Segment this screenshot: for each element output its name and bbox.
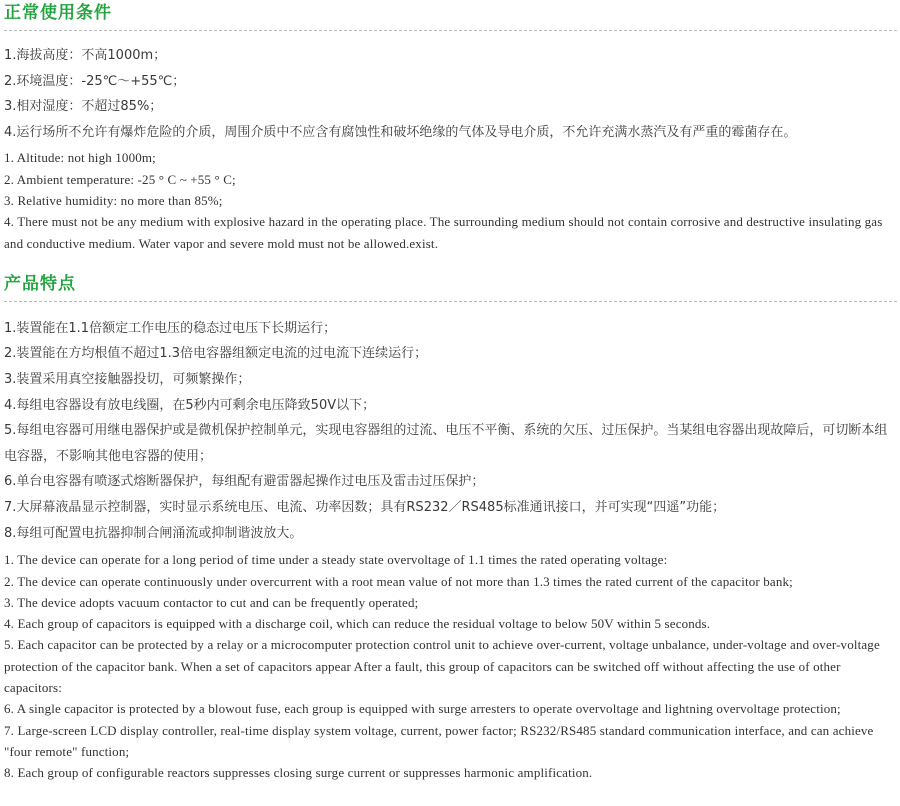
list-item: 7. Large-screen LCD display controller, real-time display system voltage, current, power factor; RS232/RS485 standard communication interface, and can achieve "four remote" function; (4, 722, 874, 759)
conditions-en-list (4, 147, 897, 253)
list-item: 2. The device can operate continuously under overcurrent with a root mean value of not more than 1.3 times the rated current of the capacitor bank; (4, 573, 793, 589)
list-item: 3. The device adopts vacuum contactor to cut and can be frequently operated; (4, 594, 419, 610)
list-item: 8. Each group of configurable reactors suppresses closing surge current or suppresses harmonic amplification. (4, 765, 593, 781)
list-item: 1. The device can operate for a long period of time under a steady state overvoltage of 1.1 times the rated operating voltage: (4, 552, 668, 568)
conditions-title: 正常使用条件 (4, 3, 112, 23)
list-item: 4.每组电容器设有放电线圈，在5秒内可剩余电压降致50V以下； (4, 397, 376, 413)
list-item: 1.海拔高度：不高1000m； (4, 48, 167, 63)
list-item: 4. Each group of capacitors is equipped with a discharge coil, which can reduce the residual voltage to below 50V within 5 seconds. (4, 616, 711, 632)
list-item: 7.大屏幕液晶显示控制器，实时显示系统电压、电流、功率因数；具有RS232／RS485标准通讯接口，并可实现“四遥”功能； (4, 500, 726, 516)
features-title: 产品特点 (4, 273, 76, 294)
features-divider (4, 301, 897, 302)
list-item: 5.每组电容器可用继电器保护或是微机保护控制单元，实现电容器组的过流、电压不平衡、系统的欠压、过压保护。当某组电容器出现故障后，可切断本组电容器，不影响其他电容器的使用； (4, 423, 888, 464)
conditions-cn-list (4, 43, 897, 145)
list-item: 4.运行场所不允许有爆炸危险的介质，周围介质中不应含有腐蚀性和破坏绝缘的气体及导电介质，不允许充满水蒸汽及有严重的霉菌存在。 (4, 124, 797, 140)
features-cn-list (4, 316, 897, 546)
list-item: 6. A single capacitor is protected by a blowout fuse, each group is equipped with surge arresters to operate overvoltage and lightning overvoltage protection; (4, 701, 841, 717)
conditions-divider (4, 30, 897, 31)
list-item: 4. There must not be any medium with explosive hazard in the operating place. The surrounding medium should not contain corrosive and destructive insulating gas and conductive medium. Water vapor and severe mold must not be allowed.exist. (4, 214, 883, 251)
list-item: 2. Ambient temperature: -25 ° C ~ +55 ° C; (4, 171, 236, 187)
list-item: 2.装置能在方均根值不超过1.3倍电容器组额定电流的过电流下连续运行； (4, 346, 428, 362)
list-item: 6.单台电容器有喷逐式熔断器保护，每组配有避雷器起操作过电压及雷击过压保护； (4, 474, 485, 490)
list-item: 8.每组可配置电抗器抑制合闸涌流或抑制谐波放大。 (4, 525, 303, 541)
list-item: 5. Each capacitor can be protected by a relay or a microcomputer protection control unit to achieve over-current, voltage unbalance, under-voltage and over-voltage protection of the capacitor bank. When a set of capacitors appear After a fault, this group of capacitors can be switched off without affecting the use of other capacitors: (4, 637, 880, 695)
list-item: 2.环境温度：-25℃～+55℃； (4, 73, 186, 89)
list-item: 1.装置能在1.1倍额定工作电压的稳态过电压下长期运行； (4, 320, 337, 336)
features-en-list (4, 549, 897, 783)
list-item: 1. Altitude: not high 1000m; (4, 150, 156, 166)
list-item: 3.装置采用真空接触器投切，可频繁操作； (4, 372, 251, 388)
list-item: 3. Relative humidity: no more than 85%; (4, 192, 223, 208)
list-item: 3.相对湿度：不超过85%； (4, 99, 163, 115)
